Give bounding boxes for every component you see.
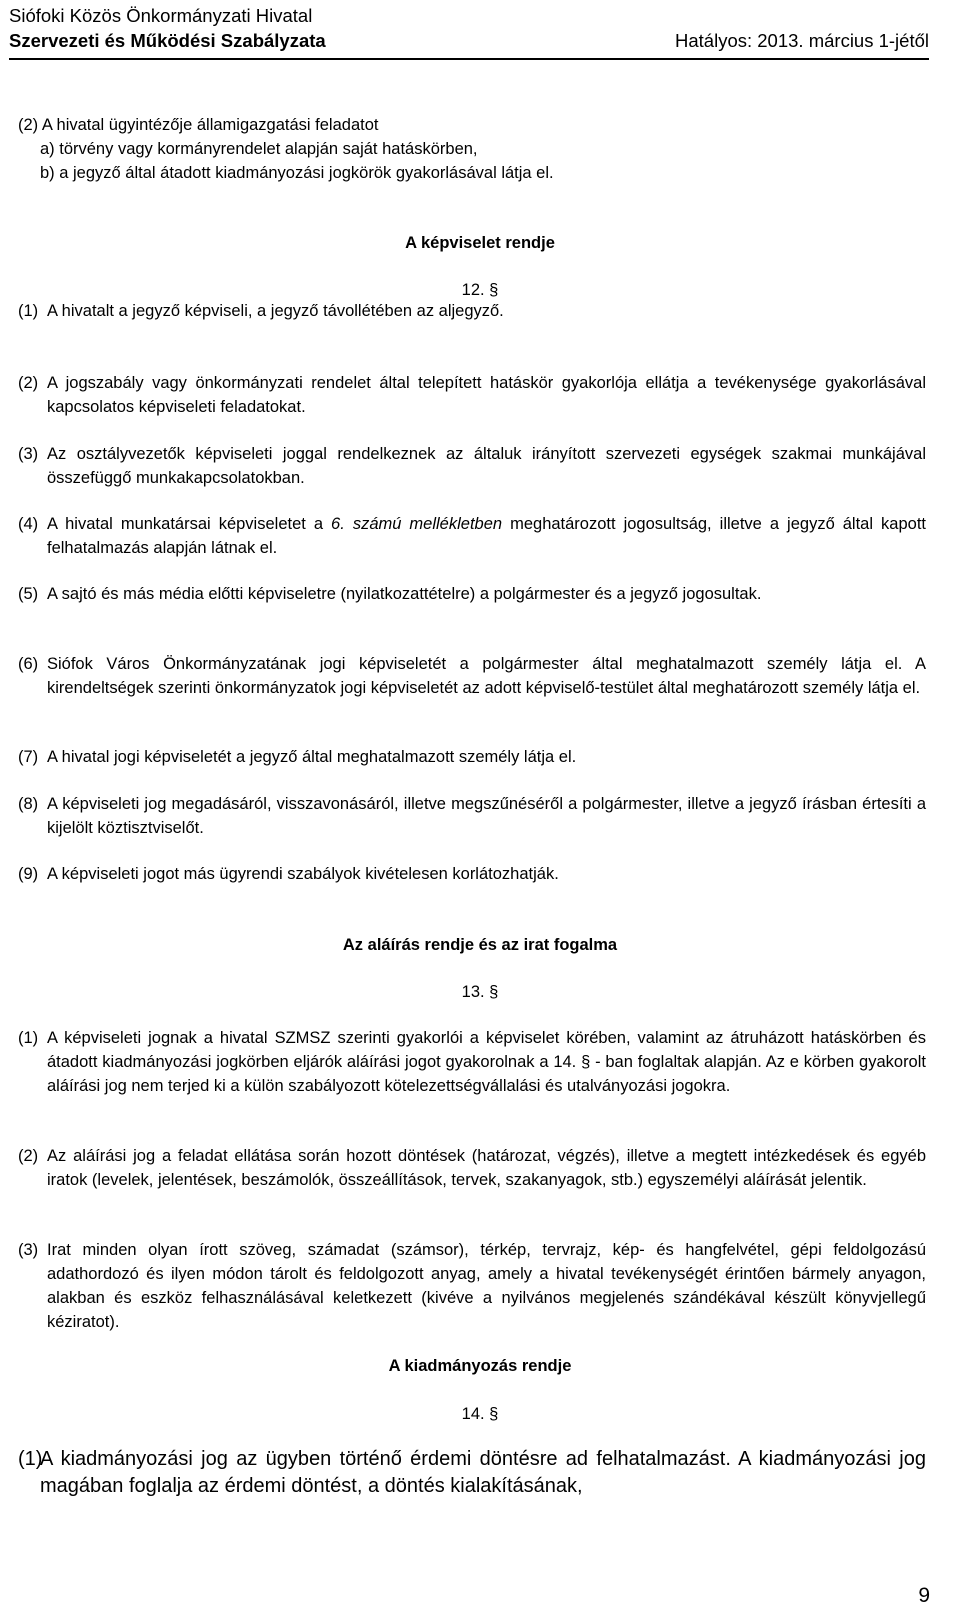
header-divider bbox=[9, 58, 929, 60]
s12-p4 bbox=[18, 512, 926, 560]
header-effective-date: Hatályos: 2013. március 1-jétől bbox=[675, 30, 929, 51]
s12-p4-text-b: meghatározott jogosultság, illetve a jegyző által kapott felhatalmazás alapján látnak el. bbox=[47, 515, 926, 557]
s14-p1-text: A kiadmányozási jog az ügyben történő érdemi döntésre ad felhatalmazást. A kiadmányozási jog magában foglalja az érdemi döntést, a döntés kialakításának, bbox=[40, 1448, 926, 1497]
header-doc-row bbox=[9, 30, 929, 52]
s12-p5 bbox=[18, 582, 926, 606]
s12-p5-text: A sajtó és más média előtti képviseletre (nyilatkozattételre) a polgármester és a jegyző jogosultak. bbox=[47, 585, 762, 603]
s12-p8-text: A képviseleti jog megadásáról, visszavonásáról, illetve megszűnéséről a polgármester, illetve a jegyző írásban értesíti a kijelölt köztisztviselőt. bbox=[47, 795, 926, 837]
s11-p2-a: a) törvény vagy kormányrendelet alapján saját hatáskörben, bbox=[40, 140, 478, 158]
s11-p2-intro: (2) A hivatal ügyintézője államigazgatási feladatot bbox=[18, 116, 379, 134]
s12-p3-text: Az osztályvezetők képviseleti joggal rendelkeznek az általuk irányított szervezeti egységek szakmai munkájával összefüggő munkakapcsolatokban. bbox=[47, 445, 926, 487]
s12-p9 bbox=[18, 862, 926, 886]
s13-p1 bbox=[18, 1026, 926, 1098]
s12-p3 bbox=[18, 442, 926, 490]
s12-p9-text: A képviseleti jogot más ügyrendi szabályok kivételesen korlátozhatják. bbox=[47, 865, 559, 883]
s14-p1 bbox=[18, 1446, 926, 1500]
s12-p4-text-a: A hivatal munkatársai képviseletet a bbox=[47, 515, 332, 533]
header-doc-title: Szervezeti és Működési Szabályzata bbox=[9, 30, 326, 51]
s12-p8 bbox=[18, 792, 926, 840]
s13-p2-text: Az aláírási jog a feladat ellátása során hozott döntések (határozat, végzés), illetve a megtett intézkedések és egyéb iratok (levelek, jelentések, beszámolók, összeállítások, tervek, szakanyagok, stb.) egyszemélyi aláírását jelentik. bbox=[47, 1147, 926, 1189]
s13-heading: Az aláírás rendje és az irat fogalma bbox=[342, 936, 618, 954]
s13-p1-text: A képviseleti jognak a hivatal SZMSZ szerinti gyakorlói a képviselet körében, valamint az átruházott hatáskörben és átadott kiadmányozási jogkörben eljárók aláírási jogot gyakorolnak a 14. § - ban foglaltak alapján. Az e körben gyakorolt aláírási jog nem terjed ki a külön szabályozott kötelezettségvállalási és utalványozási jogokra. bbox=[47, 1029, 926, 1095]
s13-p3-text: Irat minden olyan írott szöveg, számadat (számsor), térkép, tervrajz, kép- és hangfelvétel, gépi feldolgozású adathordozó és ilyen módon tárolt és feldolgozott anyag, amely a hivatal tevékenységét érintően bármely anyagon, alakban és eszköz felhasználásával keletkezett (kivéve a nyilvános megjelenés szándékával készült könyvjellegű kéziratot). bbox=[47, 1241, 926, 1331]
s12-p1-text: A hivatalt a jegyző képviseli, a jegyző távollétében az aljegyző. bbox=[47, 302, 504, 320]
s12-p2 bbox=[18, 371, 926, 419]
s14-p1-num: (1) bbox=[18, 1448, 43, 1470]
s13-p3-num: (3) bbox=[18, 1241, 39, 1259]
s12-heading: A képviselet rendje bbox=[405, 234, 555, 252]
s12-p6 bbox=[18, 652, 926, 700]
s12-p2-num: (2) bbox=[18, 374, 39, 392]
s12-p2-text: A jogszabály vagy önkormányzati rendelet által telepített hatáskör gyakorlója ellátja a tevékenysége gyakorlásával kapcsolatos képviseleti feladatokat. bbox=[47, 374, 926, 416]
s12-p1 bbox=[18, 299, 926, 323]
s14-number: 14. § bbox=[461, 1405, 499, 1423]
s11-p2-b: b) a jegyző által átadott kiadmányozási jogkörök gyakorlásával látja el. bbox=[40, 164, 554, 182]
s14-heading: A kiadmányozás rendje bbox=[388, 1357, 572, 1375]
s13-p3 bbox=[18, 1238, 926, 1334]
header-org: Siófoki Közös Önkormányzati Hivatal bbox=[9, 5, 313, 26]
s12-p4-num: (4) bbox=[18, 515, 39, 533]
s12-p4-text bbox=[47, 512, 926, 560]
s13-p2 bbox=[18, 1144, 926, 1192]
annex-reference: 6. számú mellékletben bbox=[331, 515, 503, 533]
s12-p6-num: (6) bbox=[18, 655, 39, 673]
s12-p3-num: (3) bbox=[18, 445, 39, 463]
s12-p1-num: (1) bbox=[18, 302, 39, 320]
s12-number: 12. § bbox=[461, 281, 499, 299]
s13-number: 13. § bbox=[461, 983, 499, 1001]
s12-p7-text: A hivatal jogi képviseletét a jegyző által meghatalmazott személy látja el. bbox=[47, 748, 577, 766]
s13-p2-num: (2) bbox=[18, 1147, 39, 1165]
s12-p9-num: (9) bbox=[18, 865, 39, 883]
s12-p5-num: (5) bbox=[18, 585, 39, 603]
s12-p7 bbox=[18, 745, 926, 769]
s12-p6-text: Siófok Város Önkormányzatának jogi képviseletét a polgármester által meghatalmazott személy látja el. A kirendeltségek szerinti önkormányzatok jogi képviseletét az adott képviselő-testület által meghatározott személy látja el. bbox=[47, 655, 926, 697]
s13-p1-num: (1) bbox=[18, 1029, 39, 1047]
s12-p7-num: (7) bbox=[18, 748, 39, 766]
page-number: 9 bbox=[918, 1584, 930, 1607]
s12-p8-num: (8) bbox=[18, 795, 39, 813]
